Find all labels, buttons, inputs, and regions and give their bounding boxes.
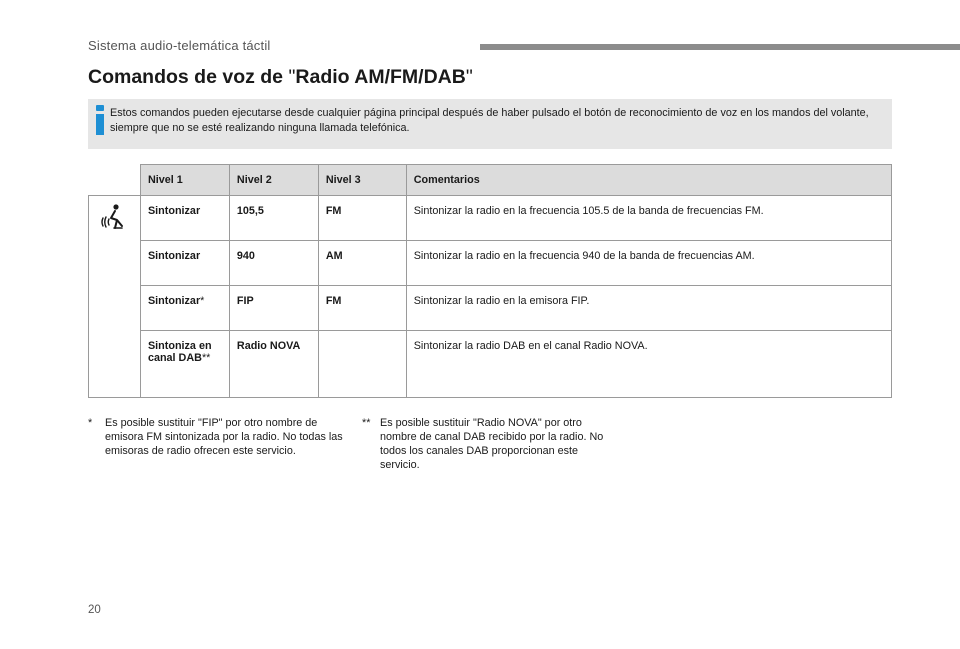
- running-header: Sistema audio-telemática táctil: [88, 38, 271, 53]
- info-text: Estos comandos pueden ejecutarse desde cualquier página principal después de haber pulsado el botón de reconocimiento de voz en los mandos del volante, siempre que no se esté realizando ninguna llamada telefónica.: [110, 107, 869, 134]
- voice-command-icon-cell: [89, 196, 141, 398]
- footnote-mark: *: [88, 417, 93, 429]
- cell-nivel3: [318, 331, 406, 398]
- voice-command-icon: [100, 202, 128, 232]
- header-blank: [89, 165, 141, 196]
- cell-nivel1: Sintonizar: [140, 241, 229, 286]
- footnote-text: Es posible sustituir "Radio NOVA" por otro nombre de canal DAB recibido por la radio. No todos los canales DAB proporcionan este servicio.: [380, 417, 604, 471]
- column-header-comentarios: Comentarios: [406, 165, 891, 196]
- column-header-nivel1: Nivel 1: [140, 165, 229, 196]
- header-rule: [480, 44, 960, 50]
- footnote-text: Es posible sustituir "FIP" por otro nombre de emisora FM sintonizada por la radio. No todas las emisoras de radio ofrecen este servicio.: [105, 417, 343, 457]
- title-quoted: Radio AM/FM/DAB: [295, 66, 466, 88]
- cell-nivel3: FM: [318, 286, 406, 331]
- cell-nivel2: 105,5: [229, 196, 318, 241]
- info-box: [88, 99, 892, 149]
- cell-comentario: Sintonizar la radio en la frecuencia 940 de la banda de frecuencias AM.: [406, 241, 891, 286]
- cell-nivel2: Radio NOVA: [229, 331, 318, 398]
- table-row: [89, 331, 892, 398]
- voice-commands-table: [88, 164, 892, 398]
- column-header-nivel2: Nivel 2: [229, 165, 318, 196]
- footnote-mark: **: [362, 417, 371, 429]
- footnote-1: [88, 416, 343, 458]
- page-number: 20: [88, 604, 101, 616]
- cell-nivel3: FM: [318, 196, 406, 241]
- page-title: [88, 66, 473, 89]
- title-quote-close: ": [465, 66, 473, 88]
- cell-comentario: Sintonizar la radio DAB en el canal Radio NOVA.: [406, 331, 891, 398]
- cell-nivel1: Sintoniza en canal DAB**: [140, 331, 229, 398]
- table-row: [89, 196, 892, 241]
- cell-nivel2: 940: [229, 241, 318, 286]
- cell-nivel1: Sintonizar*: [140, 286, 229, 331]
- cell-comentario: Sintonizar la radio en la emisora FIP.: [406, 286, 891, 331]
- cell-nivel2: FIP: [229, 286, 318, 331]
- column-header-nivel3: Nivel 3: [318, 165, 406, 196]
- title-quote-open: ": [288, 66, 296, 88]
- footnote-2: [362, 416, 607, 472]
- table-row: [89, 241, 892, 286]
- title-text: Comandos de voz de: [88, 66, 289, 88]
- table-row: [89, 286, 892, 331]
- cell-nivel1: Sintonizar: [140, 196, 229, 241]
- cell-comentario: Sintonizar la radio en la frecuencia 105.5 de la banda de frecuencias FM.: [406, 196, 891, 241]
- info-icon: [96, 105, 104, 135]
- cell-nivel3: AM: [318, 241, 406, 286]
- table-header-row: [89, 165, 892, 196]
